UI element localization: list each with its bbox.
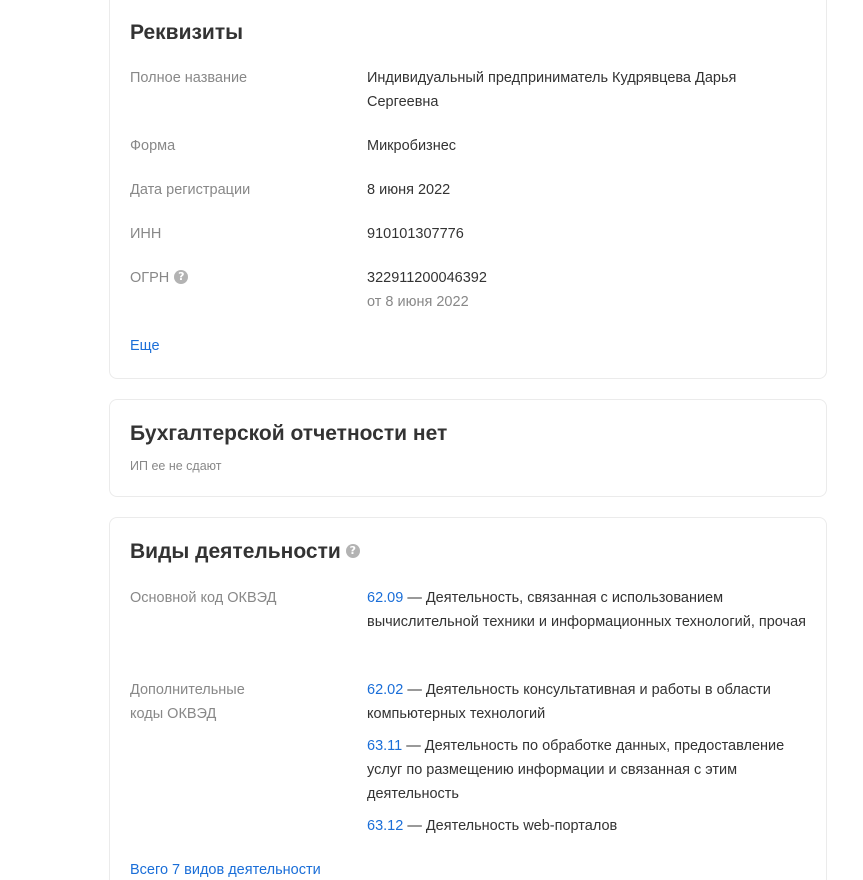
value-ogrn-number: 322911200046392 (367, 270, 487, 286)
value-registration-date: 8 июня 2022 (367, 182, 451, 198)
accounting-note: ИП ее не сдают (130, 459, 222, 473)
label-form: Форма (130, 138, 176, 154)
value-ogrn (367, 266, 807, 314)
question-circle-icon[interactable]: ? (346, 544, 360, 558)
label-full-name: Полное название (130, 70, 248, 86)
value-additional-okved (367, 678, 807, 846)
list-item (367, 814, 807, 838)
okved-description: — Деятельность консультативная и работы в области компьютерных технологий (367, 682, 771, 722)
label-ogrn-text: ОГРН (130, 270, 170, 286)
okved-code-link[interactable]: 63.12 (367, 818, 404, 834)
label-inn: ИНН (130, 226, 162, 242)
activity-title-text: Виды деятельности (130, 540, 341, 563)
okved-description: — Деятельность по обработке данных, предоставление услуг по размещению информации и связанная с этим деятельность (367, 738, 785, 802)
okved-description: — Деятельность web-порталов (403, 818, 618, 834)
value-form: Микробизнес (367, 138, 457, 154)
value-ogrn-date: от 8 июня 2022 (367, 294, 469, 310)
details-title: Реквизиты (130, 21, 244, 44)
value-main-okved (367, 586, 807, 634)
details-card (109, 0, 827, 379)
value-inn: 910101307776 (367, 226, 464, 242)
okved-code-link[interactable]: 63.11 (367, 738, 403, 754)
list-item (367, 678, 807, 726)
label-registration-date: Дата регистрации (130, 182, 251, 198)
label-additional-okved: Дополнительные коды ОКВЭД (130, 682, 245, 722)
more-details-link[interactable]: Еще (130, 338, 160, 354)
list-item (367, 734, 807, 806)
activity-card (109, 517, 827, 880)
okved-code-link[interactable]: 62.02 (367, 682, 404, 698)
value-full-name: Индивидуальный предприниматель Кудрявцева Дарья Сергеевна (367, 70, 737, 110)
label-main-okved: Основной код ОКВЭД (130, 590, 277, 606)
activity-title (130, 539, 360, 565)
all-activities-link[interactable]: Всего 7 видов деятельности (130, 862, 321, 878)
okved-description: — Деятельность, связанная с использованием вычислительной техники и информационных технологий, прочая (367, 590, 807, 630)
label-ogrn (130, 266, 350, 290)
accounting-title: Бухгалтерской отчетности нет (130, 422, 448, 445)
question-circle-icon[interactable]: ? (174, 270, 188, 284)
okved-code-link[interactable]: 62.09 (367, 590, 404, 606)
accounting-card (109, 399, 827, 497)
